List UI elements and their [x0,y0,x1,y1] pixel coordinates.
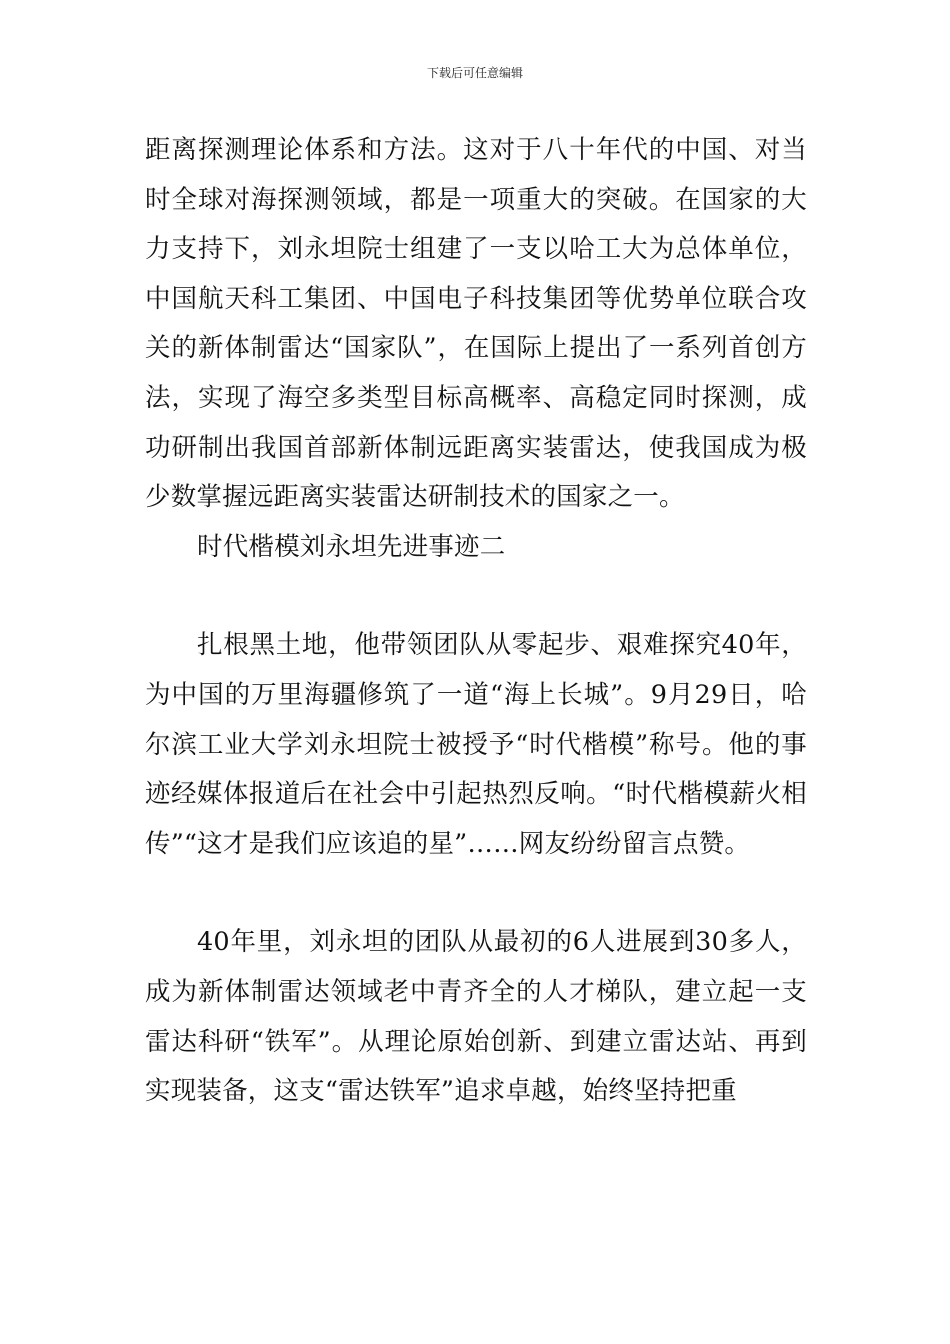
paragraph-1: 距离探测理论体系和方法。这对于八十年代的中国、对当时全球对海探测领域，都是一项重大的突破。在国家的大力支持下，刘永坦院士组建了一支以哈工大为总体单位，中国航天科工集团、中国电子科技集团等优势单位联合攻关的新体制雷达“国家队”，在国际上提出了一系列首创方法，实现了海空多类型目标高概率、高稳定同时探测，成功研制出我国首部新体制远距离实装雷达，使我国成为极少数掌握远距离实装雷达研制技术的国家之一。 [145,135,807,513]
page-header-note: 下载后可任意编辑 [426,66,523,80]
paragraph-3: 40年里，刘永坦的团队从最初的6人进展到30多人，成为新体制雷达领域老中青齐全的人才梯队，建立起一支雷达科研“铁军”。从理论原始创新、到建立雷达站、再到实现装备，这支“雷达铁军”追求卓越，始终坚持把重 [145,927,807,1107]
section-heading: 时代楷模刘永坦先进事迹二 [197,531,506,562]
paragraph-2: 扎根黑土地，他带领团队从零起步、艰难探究40年，为中国的万里海疆修筑了一道“海上长城”。9月29日，哈尔滨工业大学刘永坦院士被授予“时代楷模”称号。他的事迹经媒体报道后在社会中引起热烈反响。“时代楷模薪火相传”“这才是我们应该追的星”……网友纷纷留言点赞。 [145,630,807,859]
document-body [145,126,807,1117]
